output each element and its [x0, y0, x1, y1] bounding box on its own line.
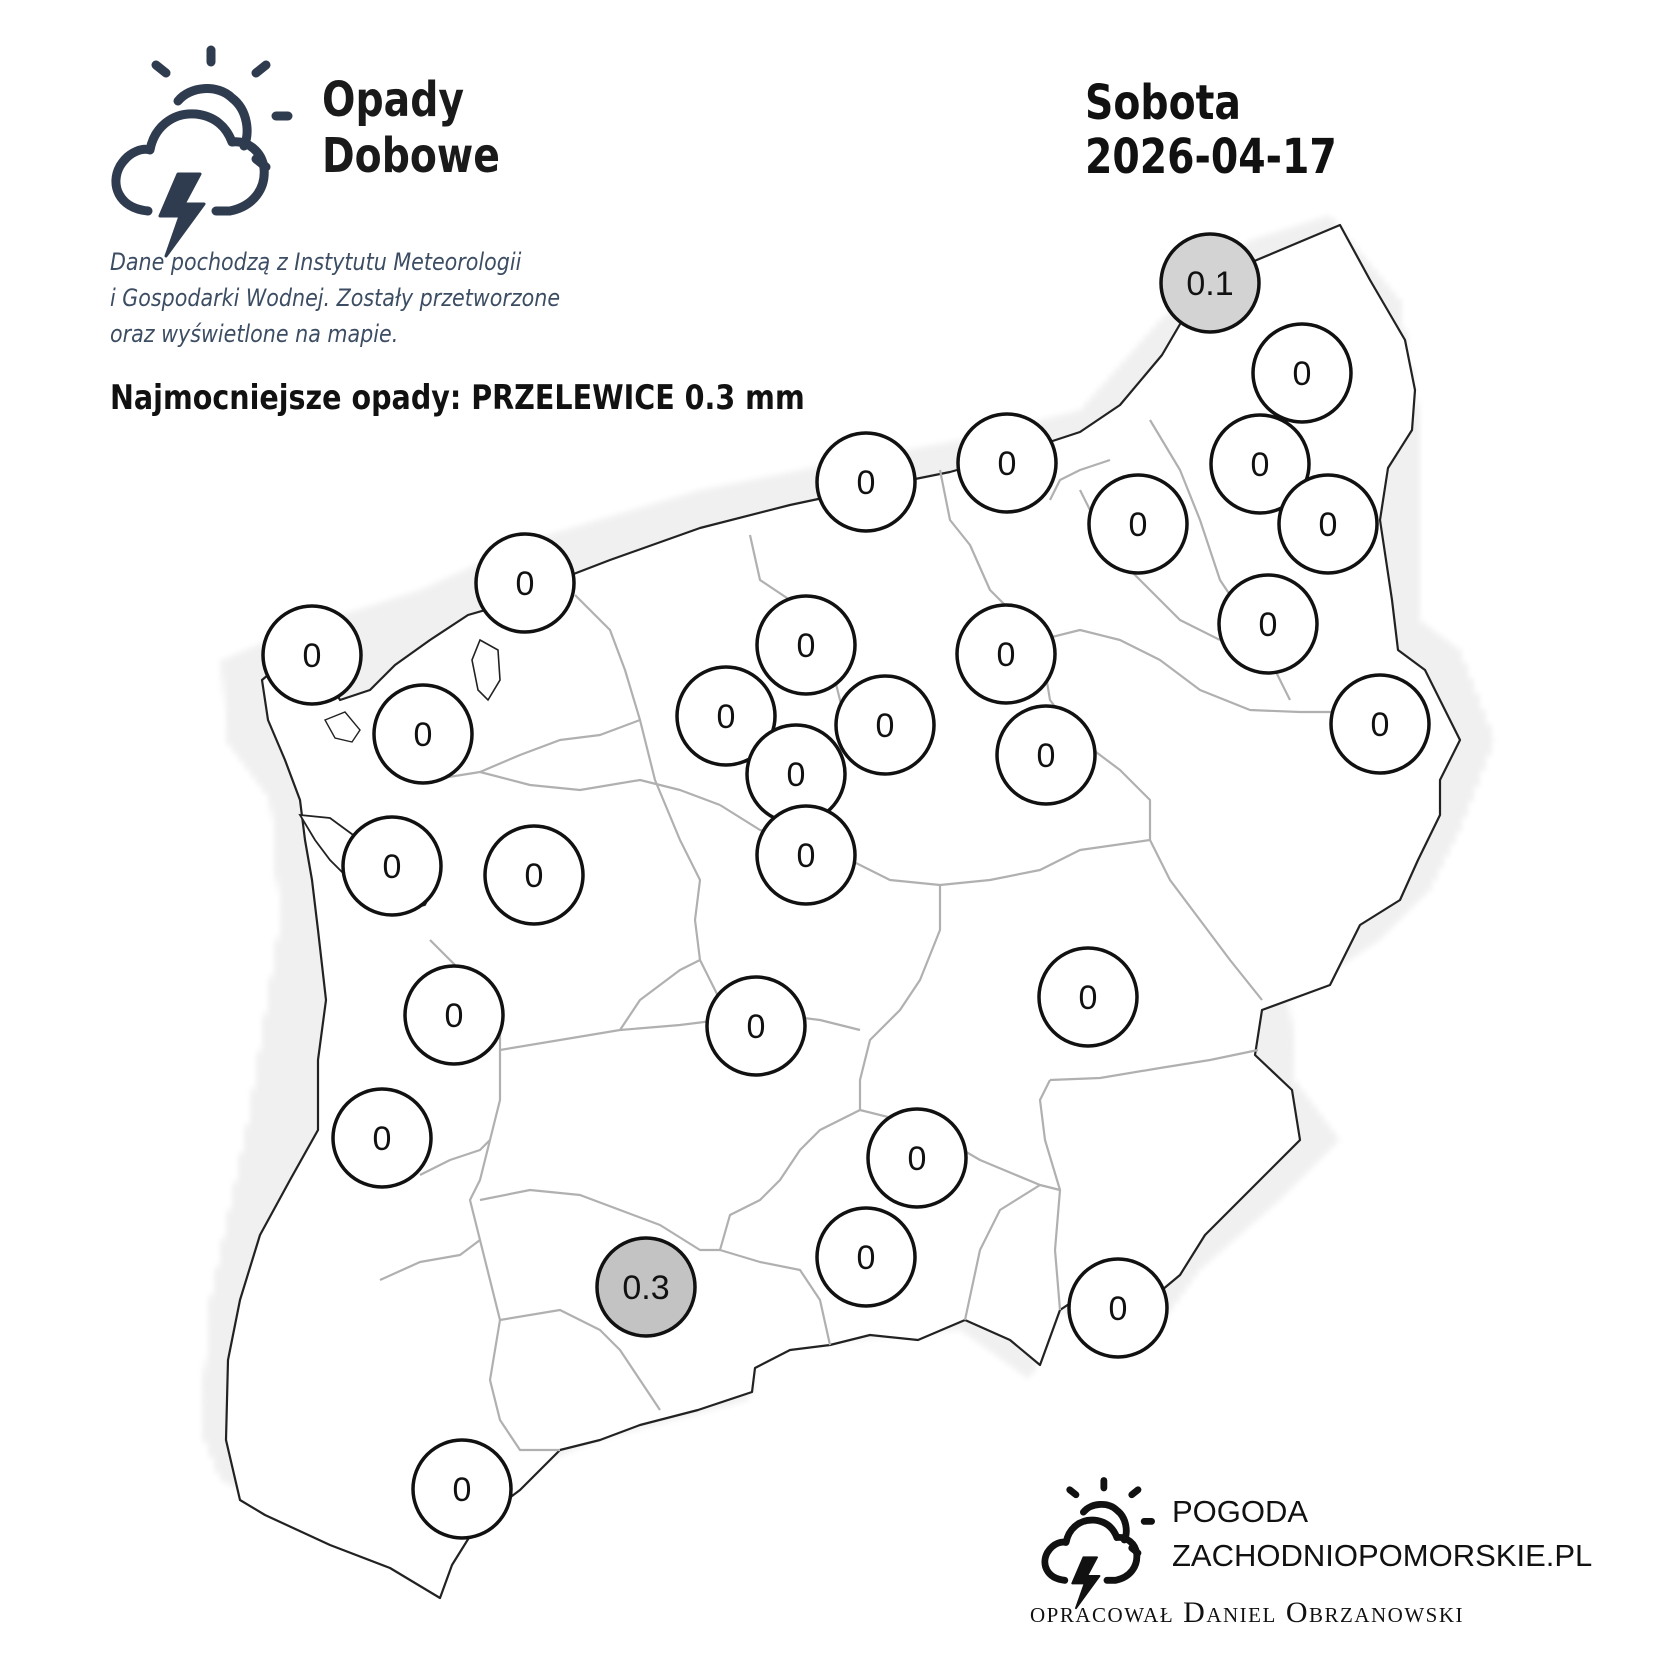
station-value-label: 0 [372, 1120, 392, 1158]
day-of-week: Sobota [1085, 75, 1241, 131]
station-marker [1039, 948, 1137, 1046]
brand-line-2: ZACHODNIOPOMORSKIE.PL [1172, 1538, 1593, 1573]
station-value-label: 0 [1318, 506, 1338, 544]
station-marker [817, 433, 915, 531]
station-marker [958, 414, 1056, 512]
station-marker [1161, 234, 1259, 332]
station-marker [757, 806, 855, 904]
station-marker [374, 685, 472, 783]
source-line-1: Dane pochodzą z Instytutu Meteorologii [110, 248, 522, 276]
station-marker [405, 966, 503, 1064]
title-line-2: Dobowe [322, 128, 500, 184]
station-marker [817, 1208, 915, 1306]
source-line-2: i Gospodarki Wodnej. Zostały przetworzone [110, 284, 561, 312]
station-marker [1253, 324, 1351, 422]
station-marker [413, 1440, 511, 1538]
station-value-label: 0 [856, 464, 876, 502]
station-value-label: 0 [1036, 737, 1056, 775]
station-value-label: 0 [452, 1471, 472, 1509]
station-value-label: 0 [1078, 979, 1098, 1017]
station-marker [476, 534, 574, 632]
title-line-1: Opady [322, 72, 465, 128]
station-marker [343, 817, 441, 915]
station-marker [1331, 675, 1429, 773]
station-value-label: 0.1 [1186, 265, 1234, 303]
station-marker [707, 977, 805, 1075]
station-value-label: 0 [382, 848, 402, 886]
station-value-label: 0 [796, 627, 816, 665]
station-value-label: 0 [786, 756, 806, 794]
station-value-label: 0 [996, 636, 1016, 674]
data-source-note [110, 244, 633, 352]
station-value-label: 0 [302, 637, 322, 675]
station-value-label: 0 [1292, 355, 1312, 393]
station-marker [997, 706, 1095, 804]
station-value-label: 0 [746, 1008, 766, 1046]
station-value-label: 0 [1128, 506, 1148, 544]
station-marker [597, 1238, 695, 1336]
station-value-label: 0 [1370, 706, 1390, 744]
station-value-label: 0 [413, 716, 433, 754]
author-credit: opracował Daniel Obrzanowski [1030, 1596, 1464, 1629]
date-header [1085, 76, 1392, 184]
station-marker [757, 596, 855, 694]
brand-name [1172, 1490, 1592, 1578]
station-value-label: 0 [716, 698, 736, 736]
station-marker [1089, 475, 1187, 573]
brand-line-1: POGODA [1172, 1494, 1309, 1529]
station-marker [1279, 475, 1377, 573]
strongest-precipitation: Najmocniejsze opady: PRZELEWICE 0.3 mm [110, 378, 805, 418]
station-marker [263, 606, 361, 704]
source-line-3: oraz wyświetlone na mapie. [110, 320, 399, 348]
station-value-label: 0 [1108, 1290, 1128, 1328]
weather-sun-cloud-lightning-icon [116, 50, 288, 256]
station-value-label: 0 [997, 445, 1017, 483]
map-title [322, 72, 539, 184]
station-marker [1069, 1259, 1167, 1357]
station-marker [485, 826, 583, 924]
footer-weather-icon [1045, 1480, 1152, 1608]
station-value-label: 0 [796, 837, 816, 875]
station-value-label: 0 [907, 1140, 927, 1178]
station-value-label: 0.3 [622, 1269, 670, 1307]
station-marker [957, 605, 1055, 703]
station-value-label: 0 [524, 857, 544, 895]
station-marker [1219, 575, 1317, 673]
station-value-label: 0 [515, 565, 535, 603]
station-value-label: 0 [875, 707, 895, 745]
date-value: 2026-04-17 [1085, 129, 1337, 185]
station-marker [333, 1089, 431, 1187]
station-value-label: 0 [444, 997, 464, 1035]
station-marker [836, 676, 934, 774]
station-value-label: 0 [856, 1239, 876, 1277]
station-value-label: 0 [1258, 606, 1278, 644]
station-value-label: 0 [1250, 446, 1270, 484]
station-marker [868, 1109, 966, 1207]
